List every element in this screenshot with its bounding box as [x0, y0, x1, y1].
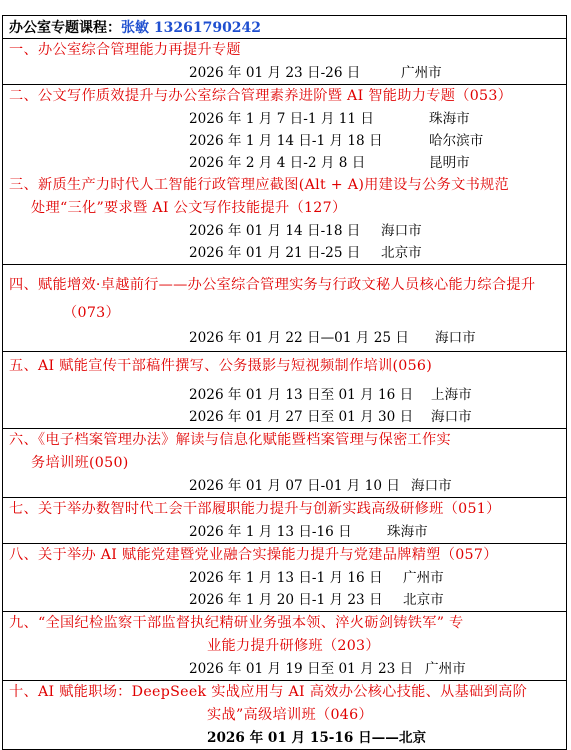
course-10 [3, 681, 566, 749]
course-title-line2: 处理“三化”要求暨 AI 公文写作技能提升（127） [31, 200, 347, 216]
session-city: 广州市 [425, 661, 466, 677]
session-date: 2026 年 01 月 22 日—01 月 25 日 [189, 330, 409, 346]
session-date: 2026 年 01 月 27 日至 01 月 30 日 [189, 409, 414, 425]
course-title: 六、《电子档案管理办法》解读与信息化赋能暨档案管理与保密工作实 [9, 432, 452, 448]
session-city: 海口市 [411, 478, 452, 494]
header-label: 办公室专题课程： [9, 20, 121, 36]
session [3, 589, 566, 611]
session-city: 海口市 [381, 223, 422, 239]
course-title: 三、新质生产力时代人工智能行政管理应截图(Alt + A)用建设与公务文书规范 [9, 177, 510, 193]
session [3, 62, 566, 84]
course-3 [3, 174, 566, 265]
course-9 [3, 612, 566, 681]
session [3, 242, 566, 264]
session-city: 珠海市 [429, 111, 470, 127]
session-date: 2026 年 1 月 13 日-16 日 [189, 524, 352, 540]
session [3, 327, 566, 351]
session-city: 哈尔滨市 [429, 133, 484, 149]
contact-phone: 13261790242 [153, 20, 262, 36]
session-date: 2026 年 01 月 23 日-26 日 [189, 65, 361, 81]
course-1 [3, 39, 566, 85]
session-date: 2026 年 1 月 7 日-1 月 11 日 [189, 111, 374, 127]
contact-name: 张敏 [121, 20, 149, 36]
course-title: 五、AI 赋能宣传干部稿件撰写、公务摄影与短视频制作培训(056) [9, 358, 433, 374]
session-date: 2026 年 2 月 4 日-2 月 8 日 [189, 155, 366, 171]
session-date: 2026 年 01 月 14 日-18 日 [189, 223, 361, 239]
course-title: 八、关于举办 AI 赋能党建暨党业融合实操能力提升与党建品牌精塑（057） [9, 547, 498, 563]
course-7 [3, 498, 566, 544]
session [3, 220, 566, 242]
session-date: 2026 年 1 月 13 日-1 月 16 日 [189, 570, 383, 586]
session [3, 521, 566, 543]
session-city: 珠海市 [387, 524, 428, 540]
session-date: 2026 年 01 月 19 日至 01 月 23 日 [189, 661, 414, 677]
session [3, 475, 566, 497]
session-city: 海口市 [435, 330, 476, 346]
session-date: 2026 年 01 月 15-16 日——北京 [207, 730, 427, 746]
course-title: 二、公文写作质效提升与办公室综合管理素养进阶暨 AI 智能助力专题（053） [9, 88, 513, 104]
session-date: 2026 年 01 月 13 日至 01 月 16 日 [189, 387, 414, 403]
course-title-line2: （073） [63, 305, 120, 321]
session [3, 727, 566, 749]
course-document [2, 15, 567, 750]
session [3, 406, 566, 428]
session-city: 海口市 [431, 409, 472, 425]
session-date: 2026 年 01 月 07 日-01 月 10 日 [189, 478, 400, 494]
course-title-line2: 务培训班(050) [31, 455, 129, 471]
session [3, 567, 566, 589]
session-city: 广州市 [403, 570, 444, 586]
session [3, 658, 566, 680]
course-5 [3, 352, 566, 429]
course-title: 七、关于举办数智时代工会干部履职能力提升与创新实践高级研修班（051） [9, 501, 501, 517]
session-city: 上海市 [431, 387, 472, 403]
session [3, 384, 566, 406]
session [3, 108, 566, 130]
course-title: 四、赋能增效·卓越前行——办公室综合管理实务与行政文秘人员核心能力综合提升 [9, 277, 536, 293]
course-title: 十、AI 赋能职场：DeepSeek 实战应用与 AI 高效办公核心技能、从基础到高阶 [9, 684, 528, 700]
header-row [3, 16, 566, 39]
session-city: 北京市 [403, 592, 444, 608]
course-title: 一、办公室综合管理能力再提升专题 [9, 42, 241, 58]
course-6 [3, 429, 566, 498]
course-2 [3, 85, 566, 174]
session-date: 2026 年 01 月 21 日-25 日 [189, 245, 361, 261]
course-title: 九、“全国纪检监察干部监督执纪精研业务强本领、淬火砺剑铸铁军” 专 [9, 615, 464, 631]
course-title-line2: 实战”高级培训班（046） [207, 707, 373, 723]
session-date: 2026 年 1 月 14 日-1 月 18 日 [189, 133, 383, 149]
session [3, 130, 566, 152]
session-date: 2026 年 1 月 20 日-1 月 23 日 [189, 592, 383, 608]
session [3, 152, 566, 174]
session-city: 昆明市 [429, 155, 470, 171]
course-title-line2: 业能力提升研修班（203） [207, 638, 380, 654]
course-8 [3, 544, 566, 612]
session-city: 北京市 [381, 245, 422, 261]
course-4 [3, 265, 566, 352]
session-city: 广州市 [401, 65, 442, 81]
